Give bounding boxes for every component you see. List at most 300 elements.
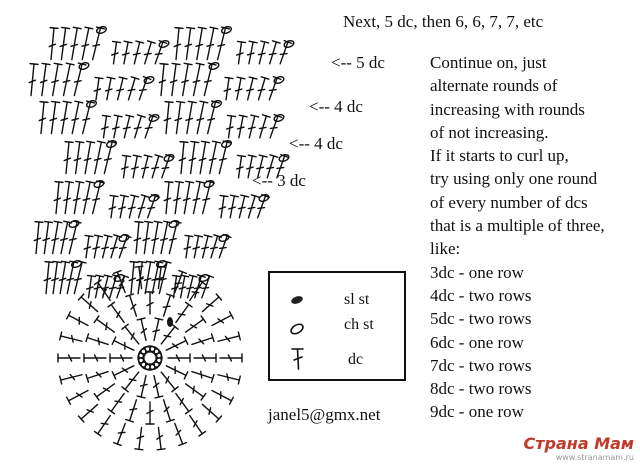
dc-stitch-top — [73, 27, 81, 28]
dc-stitch-top — [120, 195, 128, 197]
dc-stitch-bar — [140, 90, 147, 91]
dc-stitch-bar — [134, 127, 141, 128]
dc-stitch-top — [238, 41, 246, 42]
dc-stitch-bar — [277, 168, 284, 169]
dc-stitch-top — [86, 181, 94, 183]
dc-stitch-top — [155, 318, 163, 320]
dc-stitch-top — [104, 275, 112, 277]
dc-stitch-stem — [212, 315, 231, 325]
dc-stitch-stem — [111, 305, 124, 323]
dc-stitch-bar — [193, 199, 199, 201]
dc-stitch-top — [130, 262, 138, 263]
dc-stitch-top — [138, 261, 146, 262]
dc-stitch-bar — [220, 248, 227, 249]
dc-stitch-stem — [51, 28, 54, 60]
dc-stitch-top — [123, 155, 131, 156]
dc-stitch-top — [144, 155, 152, 157]
dc-stitch-stem — [53, 64, 58, 96]
dc-stitch-bar — [267, 167, 274, 168]
dc-stitch-top — [175, 28, 183, 29]
dc-stitch-top — [126, 115, 134, 117]
dc-stitch-stem — [117, 423, 125, 444]
dc-stitch-top — [201, 316, 206, 322]
dc-stitch-top — [186, 409, 192, 414]
dc-stitch-bar — [102, 247, 109, 248]
dc-stitch-stem — [46, 262, 49, 294]
dc-stitch-bar — [70, 239, 77, 240]
dc-stitch-stem — [119, 236, 127, 258]
dc-stitch-top — [135, 449, 143, 450]
dc-stitch-top — [157, 449, 165, 450]
dc-stitch-bar — [115, 401, 122, 402]
dc-stitch-top — [189, 275, 197, 277]
dc-stitch-bar — [201, 371, 202, 378]
dc-stitch-top — [238, 332, 240, 340]
dc-stitch-bar — [118, 432, 125, 433]
dc-stitch-top — [199, 431, 206, 436]
dc-stitch-top — [76, 181, 84, 182]
dc-stitch-stem — [202, 404, 218, 419]
dc-stitch-bar — [84, 158, 90, 160]
dc-stitch-stem — [44, 222, 48, 254]
dc-stitch-stem — [56, 182, 59, 214]
instruction-line: of every number of dcs — [430, 192, 588, 212]
dc-stitch-bar — [186, 118, 192, 120]
dc-stitch-bar — [152, 167, 159, 168]
dc-stitch-stem — [200, 142, 205, 174]
dc-stitch-stem — [186, 28, 190, 60]
dc-stitch-stem — [153, 222, 158, 254]
dc-stitch-bar — [102, 287, 109, 288]
dc-stitch-stem — [53, 222, 58, 254]
dc-stitch-bar — [98, 338, 99, 345]
dc-stitch-bar — [192, 292, 199, 293]
dc-stitch-bar — [141, 384, 148, 386]
dc-stitch-stem — [114, 366, 134, 376]
dc-stitch-top — [248, 155, 256, 157]
dc-stitch-bar — [161, 239, 167, 241]
instruction-line: like: — [430, 239, 461, 259]
dc-stitch-stem — [187, 102, 192, 134]
dc-stitch-bar — [202, 247, 209, 248]
dc-stitch-bar — [130, 409, 137, 410]
watermark-brand: Страна Мам — [523, 434, 634, 453]
round-label-4dc-a: <-- 4 dc — [309, 97, 363, 116]
dc-stitch-stem — [145, 262, 150, 294]
dc-stitch-bar — [111, 247, 118, 248]
dc-stitch-bar — [194, 287, 201, 288]
dc-stitch-bar — [145, 128, 152, 129]
chain-stitch-mark — [93, 179, 104, 188]
dc-stitch-stem — [175, 182, 179, 214]
dc-stitch-bar — [132, 167, 138, 169]
dc-stitch-bar — [197, 119, 203, 121]
dc-stitch-top — [165, 182, 173, 183]
dc-stitch-top — [238, 155, 246, 156]
dc-stitch-top — [104, 235, 112, 237]
double-crochet-symbol-icon — [292, 349, 303, 369]
round-label-5dc: <-- 5 dc — [331, 53, 385, 72]
dc-stitch-top — [147, 261, 155, 262]
dc-stitch-top — [184, 63, 192, 64]
slip-stitch-symbol-icon — [290, 295, 304, 306]
dc-stitch-bar — [75, 81, 82, 82]
dc-stitch-top — [52, 101, 60, 102]
dc-stitch-stem — [93, 28, 101, 60]
instruction-line: 7dc - two rows — [430, 355, 532, 375]
dc-stitch-stem — [61, 28, 65, 60]
dc-stitch-top — [172, 63, 180, 64]
dc-stitch-stem — [62, 102, 67, 134]
dc-stitch-stem — [219, 236, 227, 258]
dc-stitch-stem — [95, 142, 102, 174]
dc-stitch-stem — [194, 64, 201, 96]
legend-symbols — [270, 273, 408, 383]
dc-stitch-top — [210, 27, 218, 29]
dc-stitch-top — [94, 431, 101, 436]
dc-stitch-bar — [153, 330, 160, 332]
dc-stitch-bar — [61, 239, 67, 241]
dc-stitch-top — [261, 41, 269, 43]
dc-stitch-bar — [269, 53, 276, 54]
instruction-line: that is a multiple of three, — [430, 216, 605, 236]
dc-stitch-bar — [113, 127, 119, 129]
dc-stitch-stem — [161, 222, 168, 254]
dc-stitch-top — [237, 77, 245, 79]
dc-stitch-bar — [229, 207, 235, 209]
dc-stitch-top — [238, 376, 240, 384]
stitch-legend — [268, 271, 406, 381]
dc-stitch-stem — [176, 394, 189, 412]
dc-stitch-top — [119, 77, 127, 79]
dc-stitch-bar — [170, 239, 177, 240]
dc-stitch-top — [65, 181, 73, 182]
dc-stitch-top — [241, 195, 249, 197]
dc-stitch-bar — [89, 302, 91, 308]
dc-stitch-bar — [235, 89, 241, 91]
dc-stitch-top — [186, 302, 192, 307]
dc-stitch-stem — [176, 102, 180, 134]
dc-stitch-bar — [72, 336, 73, 343]
dc-stitch-bar — [208, 119, 215, 120]
dc-stitch-bar — [259, 127, 266, 128]
dc-stitch-stem — [202, 297, 218, 312]
dc-stitch-top — [196, 63, 204, 65]
dc-stitch-top — [30, 64, 38, 65]
dc-stitch-top — [188, 101, 196, 102]
dc-stitch-top — [175, 181, 183, 182]
dc-stitch-top — [85, 235, 93, 236]
dc-stitch-top — [196, 181, 204, 183]
dc-stitch-top — [108, 302, 114, 307]
dc-stitch-bar — [105, 89, 111, 91]
dc-stitch-top — [202, 141, 210, 142]
dc-stitch-bar — [227, 374, 228, 381]
dc-stitch-top — [95, 77, 103, 78]
dc-stitch-bar — [106, 323, 107, 330]
dc-stitch-top — [65, 142, 73, 143]
dc-stitch-stem — [172, 64, 176, 96]
dc-stitch-bar — [144, 278, 150, 280]
chain-stitch-mark — [218, 233, 229, 242]
dc-stitch-stem — [194, 182, 201, 214]
dc-stitch-bar — [196, 44, 202, 46]
dc-stitch-bar — [162, 168, 169, 169]
dc-stitch-stem — [181, 142, 184, 174]
dc-stitch-stem — [166, 341, 186, 351]
dc-stitch-stem — [212, 391, 231, 401]
dc-stitch-stem — [208, 102, 216, 134]
dc-stitch-top — [155, 396, 163, 398]
dc-stitch-bar — [207, 45, 213, 47]
dc-stitch-top — [114, 115, 122, 117]
dc-stitch-top — [85, 27, 93, 29]
dc-stitch-bar — [193, 247, 199, 249]
dc-stitch-stem — [72, 28, 77, 60]
dc-stitch-bar — [218, 45, 225, 46]
dc-stitch-stem — [53, 262, 57, 294]
dc-stitch-stem — [69, 391, 88, 401]
dc-stitch-stem — [176, 28, 179, 60]
dc-stitch-stem — [85, 142, 90, 174]
dc-stitch-bar — [101, 423, 108, 424]
dc-stitch-top — [55, 182, 63, 183]
instruction-line: 4dc - two rows — [430, 285, 532, 305]
dc-stitch-bar — [163, 306, 170, 307]
dc-stitch-bar — [247, 167, 253, 169]
dc-stitch-stem — [162, 156, 170, 178]
dc-stitch-bar — [248, 127, 255, 128]
dc-stitch-stem — [175, 423, 183, 444]
dc-stitch-top — [225, 77, 233, 78]
dc-stitch-top — [97, 141, 105, 143]
dc-stitch-bar — [94, 159, 100, 161]
dc-stitch-stem — [197, 102, 204, 134]
dc-stitch-bar — [123, 127, 130, 128]
instruction-line: 6dc - one row — [430, 332, 524, 352]
dc-stitch-top — [200, 101, 208, 103]
dc-stitch-top — [108, 409, 114, 414]
dc-stitch-stem — [76, 142, 80, 174]
dc-stitch-bar — [258, 53, 265, 54]
dc-stitch-bar — [128, 207, 135, 208]
dc-stitch-top — [154, 221, 162, 222]
chain-stitch-mark — [68, 219, 79, 228]
dc-stitch-bar — [203, 199, 210, 200]
dc-stitch-bar — [238, 127, 244, 129]
dc-stitch-stem — [269, 78, 277, 100]
dc-stitch-stem — [166, 102, 169, 134]
instruction-line: 5dc - two rows — [430, 309, 532, 329]
dc-stitch-bar — [280, 54, 287, 55]
dc-stitch-stem — [82, 28, 89, 60]
dc-stitch-bar — [193, 386, 194, 393]
dc-stitch-top — [96, 275, 104, 277]
dc-stitch-bar — [61, 118, 67, 120]
dc-stitch-top — [230, 195, 238, 197]
dc-stitch-top — [136, 41, 144, 43]
dc-stitch-bar — [184, 198, 190, 200]
dc-stitch-bar — [52, 80, 58, 82]
legend-label-slip-stitch: sl st — [344, 291, 370, 308]
site-watermark — [524, 434, 634, 462]
dc-stitch-bar — [94, 287, 100, 289]
dc-stitch-stem — [114, 341, 134, 351]
dc-stitch-stem — [125, 372, 139, 389]
dc-stitch-top — [60, 332, 62, 340]
dc-stitch-bar — [120, 248, 127, 249]
dc-stitch-top — [113, 41, 121, 42]
dc-stitch-bar — [93, 247, 99, 249]
dc-stitch-top — [50, 28, 58, 29]
slip-stitch-mark — [167, 317, 173, 327]
dc-stitch-stem — [66, 142, 69, 174]
dc-stitch-bar — [109, 287, 116, 288]
dc-stitch-bar — [257, 167, 264, 168]
legend-label-chain-stitch: ch st — [344, 316, 374, 333]
dc-stitch-bar — [248, 53, 254, 55]
dc-stitch-top — [62, 27, 70, 28]
dc-stitch-stem — [51, 102, 55, 134]
chain-stitch-mark — [203, 179, 214, 188]
dc-stitch-top — [137, 396, 145, 398]
dc-stitch-bar — [93, 45, 100, 46]
dc-stitch-bar — [179, 287, 185, 289]
dc-stitch-top — [88, 275, 96, 276]
dc-stitch-stem — [72, 102, 79, 134]
dc-stitch-top — [54, 63, 62, 64]
chart-heading: Next, 5 dc, then 6, 6, 7, 7, etc — [343, 12, 544, 31]
dc-stitch-stem — [74, 182, 79, 214]
instructions-text — [430, 51, 640, 424]
dc-stitch-bar — [270, 90, 277, 91]
dc-stitch-top — [45, 262, 53, 263]
dc-stitch-stem — [190, 416, 202, 434]
dc-stitch-stem — [161, 372, 175, 389]
instruction-line: 8dc - two rows — [430, 379, 532, 399]
dc-stitch-bar — [220, 159, 227, 160]
dc-stitch-stem — [125, 327, 139, 344]
dc-stitch-top — [249, 41, 257, 43]
dc-stitch-top — [45, 221, 53, 222]
dc-stitch-bar — [93, 199, 100, 200]
chain-stitch-mark — [148, 193, 159, 202]
dc-stitch-stem — [186, 319, 204, 332]
dc-stitch-stem — [64, 64, 71, 96]
dc-stitch-top — [124, 41, 132, 43]
dc-stitch-stem — [184, 182, 189, 214]
dc-stitch-top — [239, 115, 247, 117]
dc-stitch-top — [135, 222, 143, 223]
dc-stitch-top — [251, 115, 259, 117]
dc-stitch-top — [145, 221, 153, 222]
instruction-line: of not increasing. — [430, 122, 549, 142]
dc-stitch-stem — [166, 366, 186, 376]
dc-stitch-bar — [71, 44, 77, 46]
dc-stitch-bar — [144, 53, 151, 54]
dc-stitch-bar — [119, 207, 125, 209]
dc-stitch-bar — [123, 53, 129, 55]
dc-stitch-stem — [131, 262, 134, 294]
dc-stitch-bar — [59, 278, 65, 280]
dc-stitch-stem — [166, 182, 169, 214]
dc-stitch-top — [94, 316, 99, 322]
dc-stitch-bar — [117, 288, 124, 289]
dc-stitch-bar — [178, 314, 185, 315]
dc-stitch-top — [131, 195, 139, 197]
dc-stitch-top — [185, 235, 193, 236]
round-label-3dc: <-- 3 dc — [252, 171, 306, 190]
dc-stitch-stem — [197, 28, 202, 60]
dc-stitch-bar — [148, 208, 155, 209]
dc-stitch-bar — [193, 81, 199, 83]
dc-stitch-stem — [69, 315, 88, 325]
dc-stitch-stem — [144, 222, 148, 254]
dc-stitch-stem — [183, 64, 188, 96]
dc-stitch-stem — [31, 64, 34, 96]
dc-stitch-stem — [218, 28, 226, 60]
dc-stitch-bar — [105, 159, 112, 160]
dc-stitch-top — [42, 63, 50, 64]
dc-stitch-bar — [199, 158, 205, 160]
dc-stitch-top — [54, 221, 62, 222]
dc-stitch-top — [60, 376, 62, 384]
dc-stitch-stem — [191, 142, 195, 174]
instruction-line: alternate rounds of — [430, 76, 558, 96]
dc-stitch-bar — [247, 89, 254, 90]
dc-stitch-top — [107, 77, 115, 79]
dc-stitch-top — [62, 261, 70, 262]
dc-stitch-bar — [142, 167, 149, 168]
dc-stitch-top — [180, 142, 188, 143]
dc-stitch-top — [40, 102, 48, 103]
dc-stitch-stem — [41, 102, 44, 134]
dc-stitch-stem — [139, 78, 147, 100]
dc-stitch-bar — [182, 80, 188, 82]
dc-stitch-top — [249, 77, 257, 79]
dc-stitch-top — [259, 155, 267, 157]
dc-stitch-top — [137, 318, 145, 320]
dc-stitch-top — [220, 195, 228, 196]
dc-stitch-top — [198, 27, 206, 28]
dc-stitch-top — [75, 101, 83, 103]
dc-stitch-bar — [164, 335, 171, 336]
dc-stitch-top — [35, 222, 43, 223]
dc-stitch-top — [212, 141, 220, 143]
dc-stitch-stem — [83, 102, 91, 134]
dc-stitch-top — [201, 394, 206, 400]
instruction-line: If it starts to curl up, — [430, 146, 569, 166]
dc-stitch-top — [103, 115, 111, 116]
watermark-url: www.stranamam.ru — [555, 453, 634, 462]
dc-stitch-top — [87, 141, 95, 142]
dc-stitch-bar — [211, 247, 218, 248]
dc-stitch-top — [177, 101, 185, 102]
instruction-line: 3dc - one row — [430, 262, 524, 282]
dc-stitch-bar — [187, 287, 194, 288]
dc-stitch-top — [204, 235, 212, 237]
dc-stitch-top — [165, 102, 173, 103]
dc-stitch-bar — [83, 199, 89, 201]
dc-stitch-bar — [209, 159, 215, 161]
chain-stitch-mark — [168, 219, 179, 228]
dc-stitch-top — [228, 115, 236, 116]
dc-stitch-top — [186, 181, 194, 182]
instruction-line: try using only one round — [430, 169, 598, 189]
dc-stitch-bar — [82, 45, 88, 47]
dc-stitch-bar — [72, 119, 78, 121]
dc-stitch-stem — [61, 222, 68, 254]
